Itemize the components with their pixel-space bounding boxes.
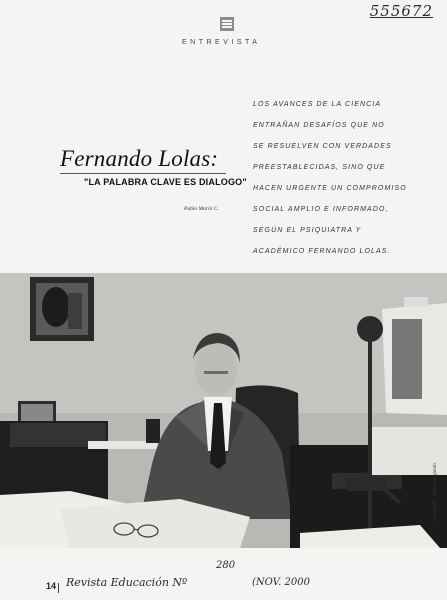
- lede-line: ENTRAÑAN DESAFÍOS QUE NO: [253, 122, 385, 129]
- photo-credit: [433, 421, 443, 521]
- section-label: ENTREVISTA: [182, 39, 261, 46]
- magazine-logo-icon: [219, 16, 235, 32]
- handwritten-issue-number: 280: [216, 560, 236, 571]
- photo-credit-text: Fotografía: Manuel Gajardo: [433, 463, 438, 521]
- lede-line: PREESTABLECIDAS, SINO QUE: [253, 164, 386, 171]
- footer-rule: [58, 583, 59, 593]
- lede-line: HACEN URGENTE UN COMPROMISO: [253, 185, 407, 192]
- lede-paragraph: [253, 94, 433, 262]
- photo-illustration: [0, 273, 447, 548]
- handwritten-date: (NOV. 2000: [252, 577, 310, 588]
- interview-photo: [0, 273, 447, 548]
- headline-title: Fernando Lolas:: [60, 146, 219, 171]
- lede-line: ACADÉMICO FERNANDO LOLAS.: [253, 248, 391, 255]
- lede-line: SE RESUELVEN CON VERDADES: [253, 143, 392, 150]
- handwritten-source-note: Revista Educación Nº: [66, 576, 188, 589]
- lede-line: LOS AVANCES DE LA CIENCIA: [253, 101, 382, 108]
- lede-line: SOCIAL AMPLIO E INFORMADO,: [253, 206, 389, 213]
- lede-line: SEGÚN EL PSIQUIATRA Y: [253, 227, 362, 234]
- handwritten-catalog-number: 555672: [369, 2, 433, 20]
- headline-rule: [60, 173, 226, 174]
- byline: Pablo Marín C.: [184, 206, 219, 212]
- headline-quote: "LA PALABRA CLAVE ES DIALOGO": [84, 177, 247, 187]
- page-number: 14: [46, 581, 57, 591]
- page-footer: [0, 556, 447, 600]
